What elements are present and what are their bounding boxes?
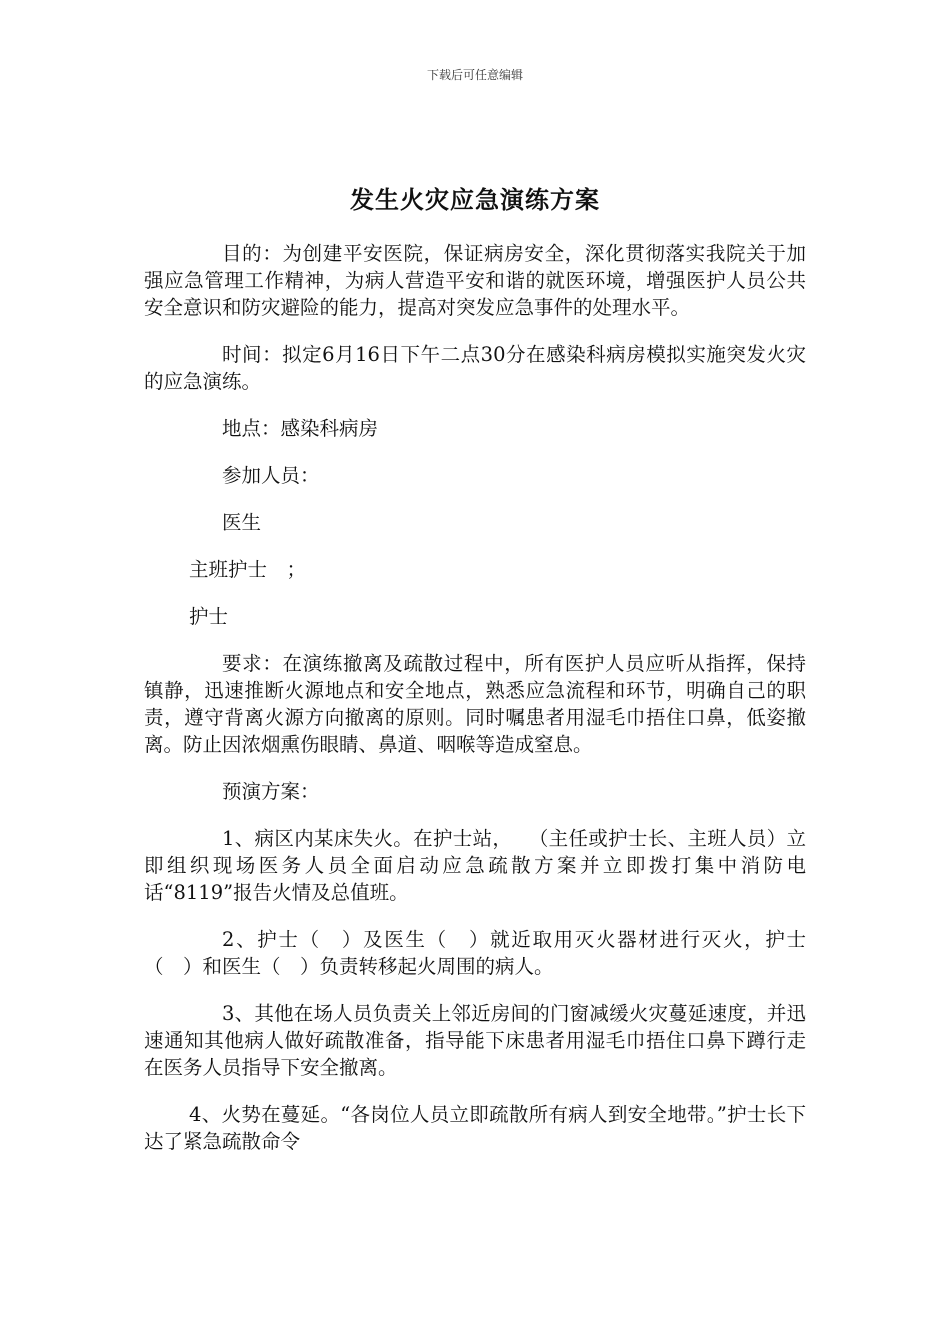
paragraph-nurse: 护士 (189, 605, 229, 628)
paragraph-requirements: 要求：在演练撤离及疏散过程中，所有医护人员应听从指挥，保持镇静，迅速推断火源地点和安全地点，熟悉应急流程和环节，明确自己的职责，遵守背离火源方向撤离的原则。同时嘱患者用湿毛巾捂住口鼻，低姿撤离。防止因浓烟熏伤眼睛、鼻道、咽喉等造成窒息。 (144, 652, 806, 756)
document-title: 发生火灾应急演练方案 (350, 186, 600, 214)
header-note: 下载后可任意编辑 (426, 68, 523, 82)
paragraph-step-3: 3、其他在场人员负责关上邻近房间的门窗减缓火灾蔓延速度，并迅速通知其他病人做好疏散准备，指导能下床患者用湿毛巾捂住口鼻下蹲行走在医务人员指导下安全撤离。 (144, 1002, 806, 1079)
paragraph-step-1: 1、病区内某床失火。在护士站， （主任或护士长、主班人员）立即组织现场医务人员全面启动应急疏散方案并立即拨打集中消防电话“8119”报告火情及总值班。 (144, 827, 806, 904)
document-body (144, 240, 806, 1175)
paragraph-doctor: 医生 (222, 511, 262, 534)
paragraph-location: 地点：感染科病房 (222, 417, 379, 440)
paragraph-plan-heading: 预演方案： (222, 780, 320, 803)
paragraph-participants: 参加人员： (222, 464, 320, 487)
paragraph-time: 时间：拟定6月16日下午二点30分在感染科病房模拟实施突发火灾的应急演练。 (144, 343, 806, 393)
paragraph-step-2: 2、护士（ ）及医生（ ）就近取用灭火器材进行灭火，护士（ ）和医生（ ）负责转移起火周围的病人。 (144, 928, 806, 978)
paragraph-purpose: 目的：为创建平安医院，保证病房安全，深化贯彻落实我院关于加强应急管理工作精神，为病人营造平安和谐的就医环境，增强医护人员公共安全意识和防灾避险的能力，提高对突发应急事件的处理水平。 (144, 242, 806, 319)
paragraph-charge-nurse: 主班护士 ； (189, 558, 307, 581)
paragraph-step-4: 4、火势在蔓延。“各岗位人员立即疏散所有病人到安全地带。”护士长下达了紧急疏散命令 (144, 1103, 806, 1153)
